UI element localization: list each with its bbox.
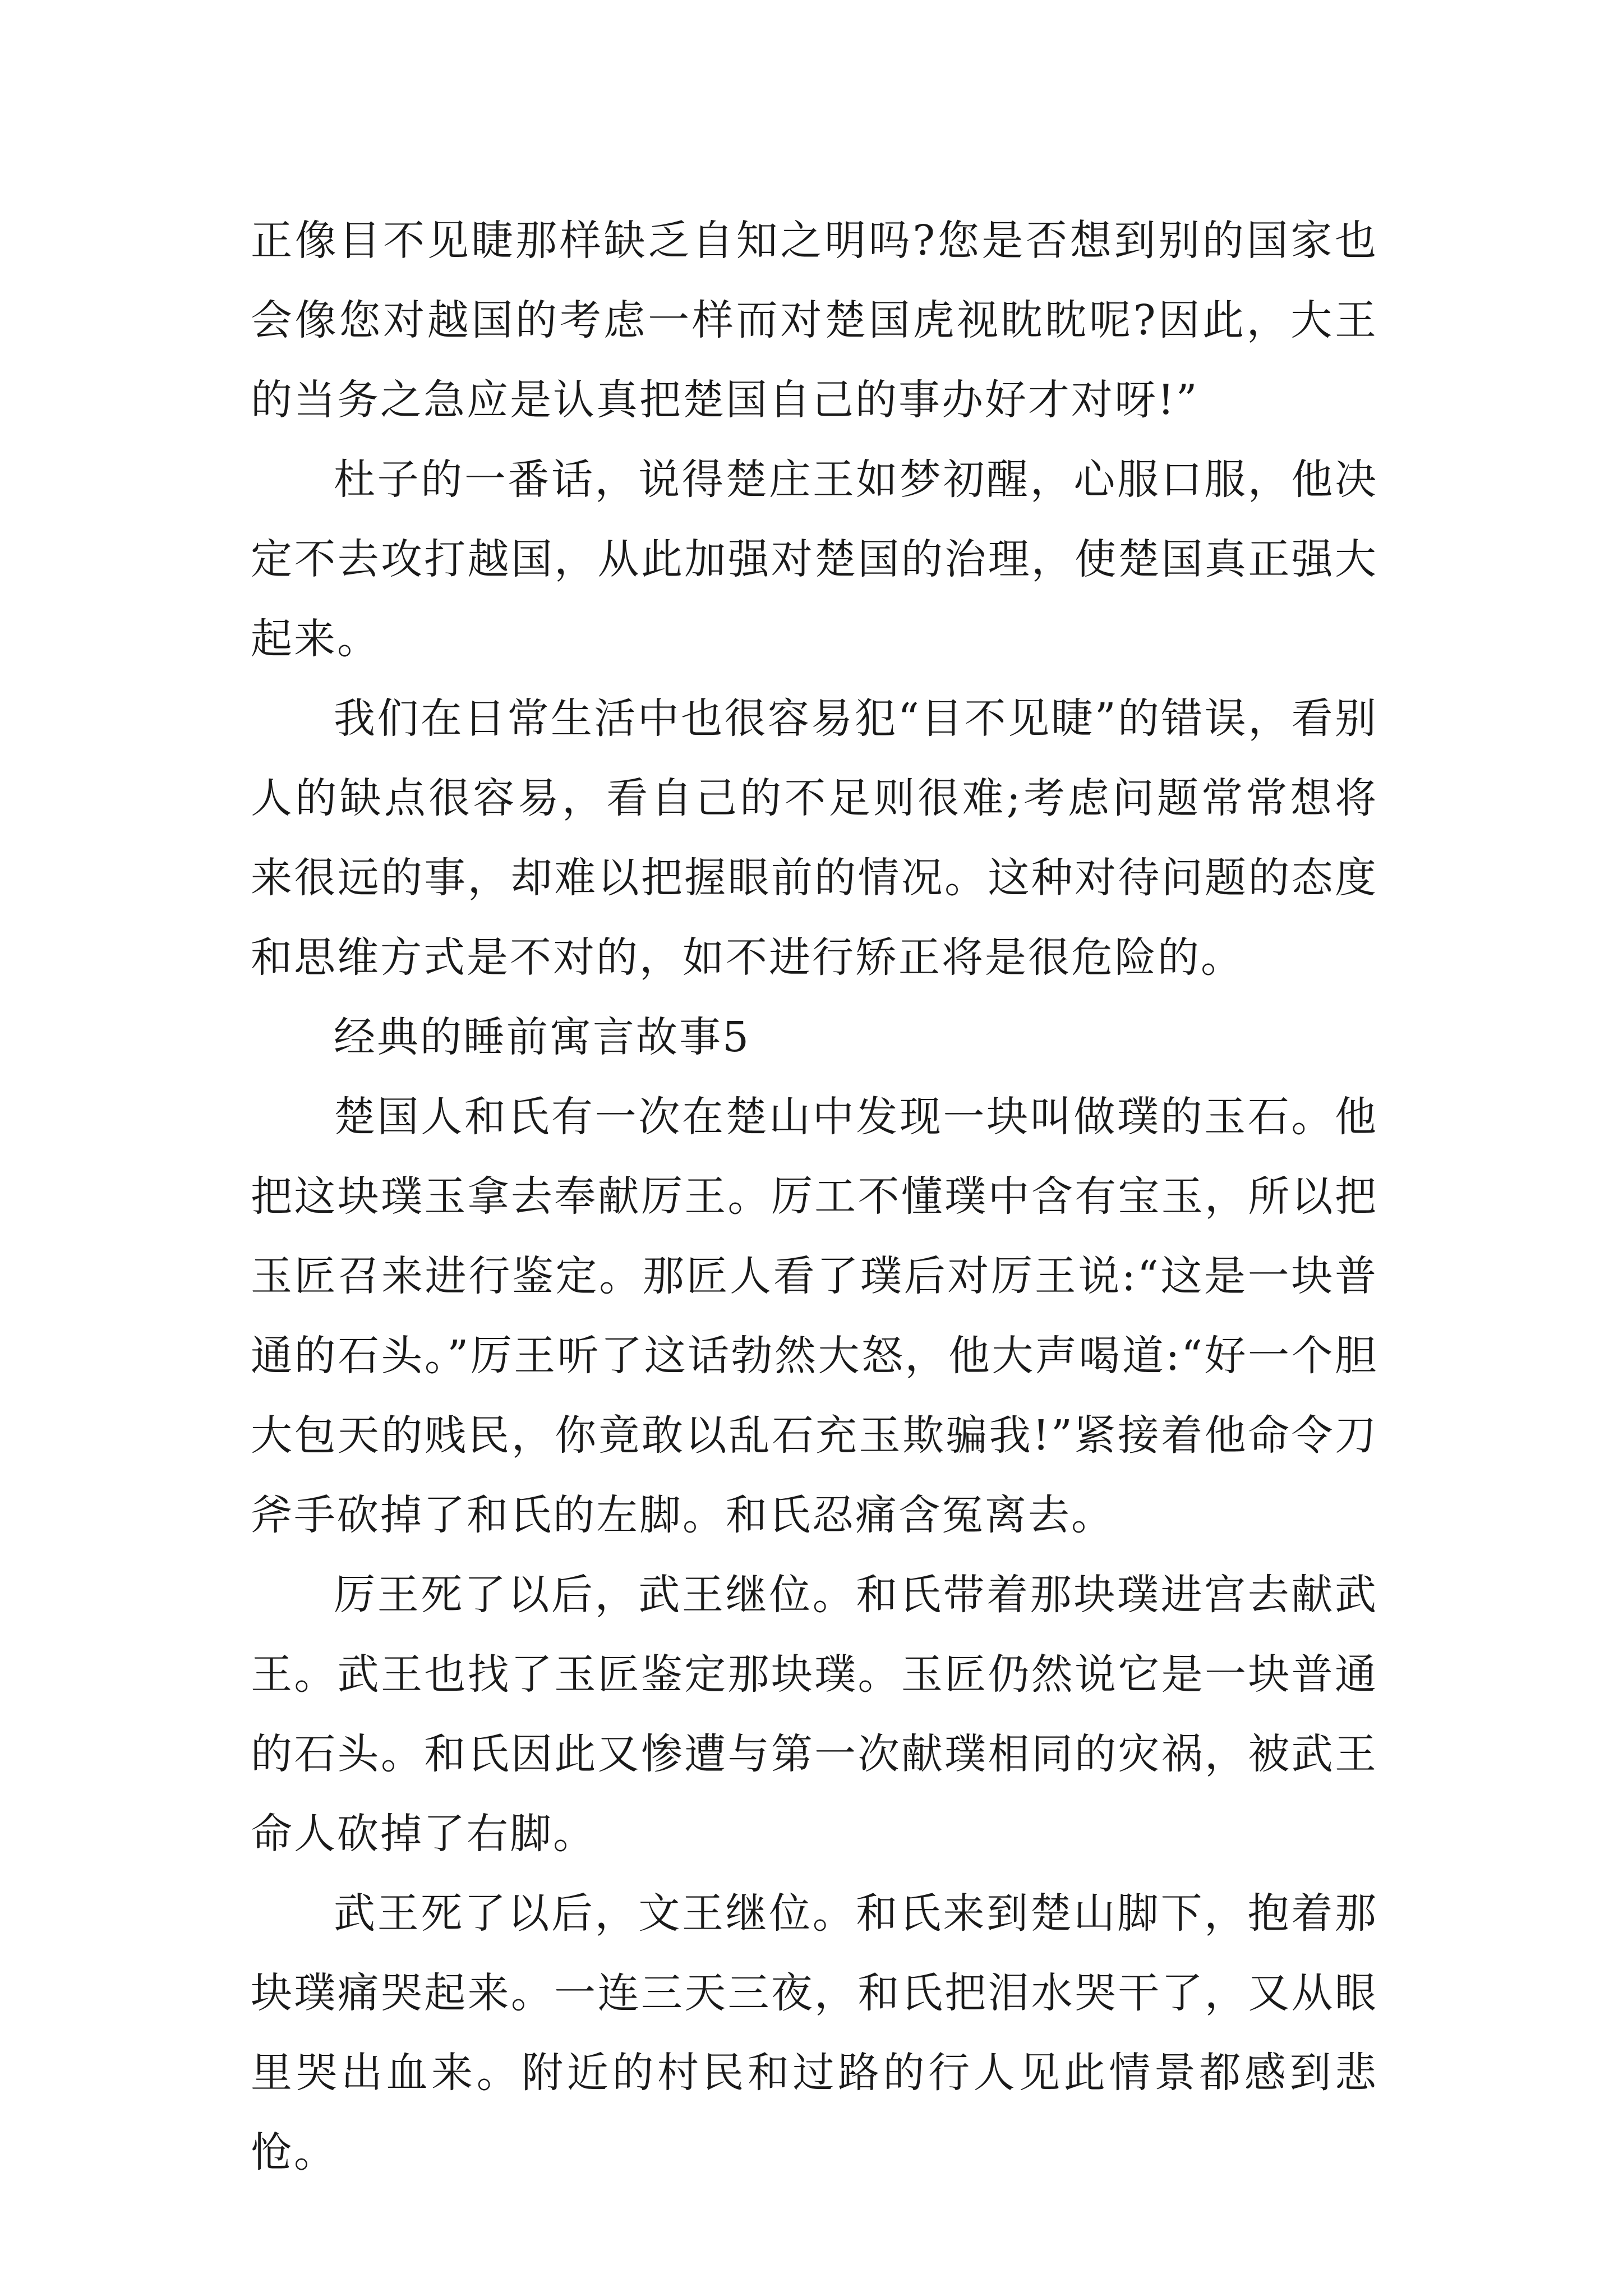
paragraph-continued: 正像目不见睫那样缺乏自知之明吗?您是否想到别的国家也会像您对越国的考虑一样而对楚国虎视眈眈呢?因此，大王的当务之急应是认真把楚国自己的事办好才对呀!”: [251, 217, 1378, 424]
paragraph-heshi-third: 武王死了以后，文王继位。和氏来到楚山脚下，抱着那块璞痛哭起来。一连三天三夜，和氏把泪水哭干了，又从眼里哭出血来。附近的村民和过路的行人见此情景都感到悲怆。: [251, 1889, 1378, 2177]
document-body: [251, 201, 1378, 2192]
paragraph-moral: 我们在日常生活中也很容易犯“目不见睫”的错误，看别人的缺点很容易，看自己的不足则很难;考虑问题常常想将来很远的事，却难以把握眼前的情况。这种对待问题的态度和思维方式是不对的，如不进行矫正将是很危险的。: [251, 694, 1378, 982]
paragraph-heshi-second: 厉王死了以后，武王继位。和氏带着那块璞进宫去献武王。武王也找了玉匠鉴定那块璞。玉匠仍然说它是一块普通的石头。和氏因此又惨遭与第一次献璞相同的灾祸，被武王命人砍掉了右脚。: [251, 1571, 1378, 1858]
paragraph-heshi-first: 楚国人和氏有一次在楚山中发现一块叫做璞的玉石。他把这块璞玉拿去奉献厉王。厉工不懂璞中含有宝玉，所以把玉匠召来进行鉴定。那匠人看了璞后对厉王说:“这是一块普通的石头。”厉王听了这话勃然大怒，他大声喝道:“好一个胆大包天的贱民，你竟敢以乱石充玉欺骗我!”紧接着他命令刀斧手砍掉了和氏的左脚。和氏忍痛含冤离去。: [251, 1093, 1378, 1539]
paragraph-duzi-speech-result: 杜子的一番话，说得楚庄王如梦初醒，心服口服，他决定不去攻打越国，从此加强对楚国的治理，使楚国真正强大起来。: [251, 455, 1378, 663]
section-heading: 经典的睡前寓言故事5: [334, 1013, 751, 1061]
